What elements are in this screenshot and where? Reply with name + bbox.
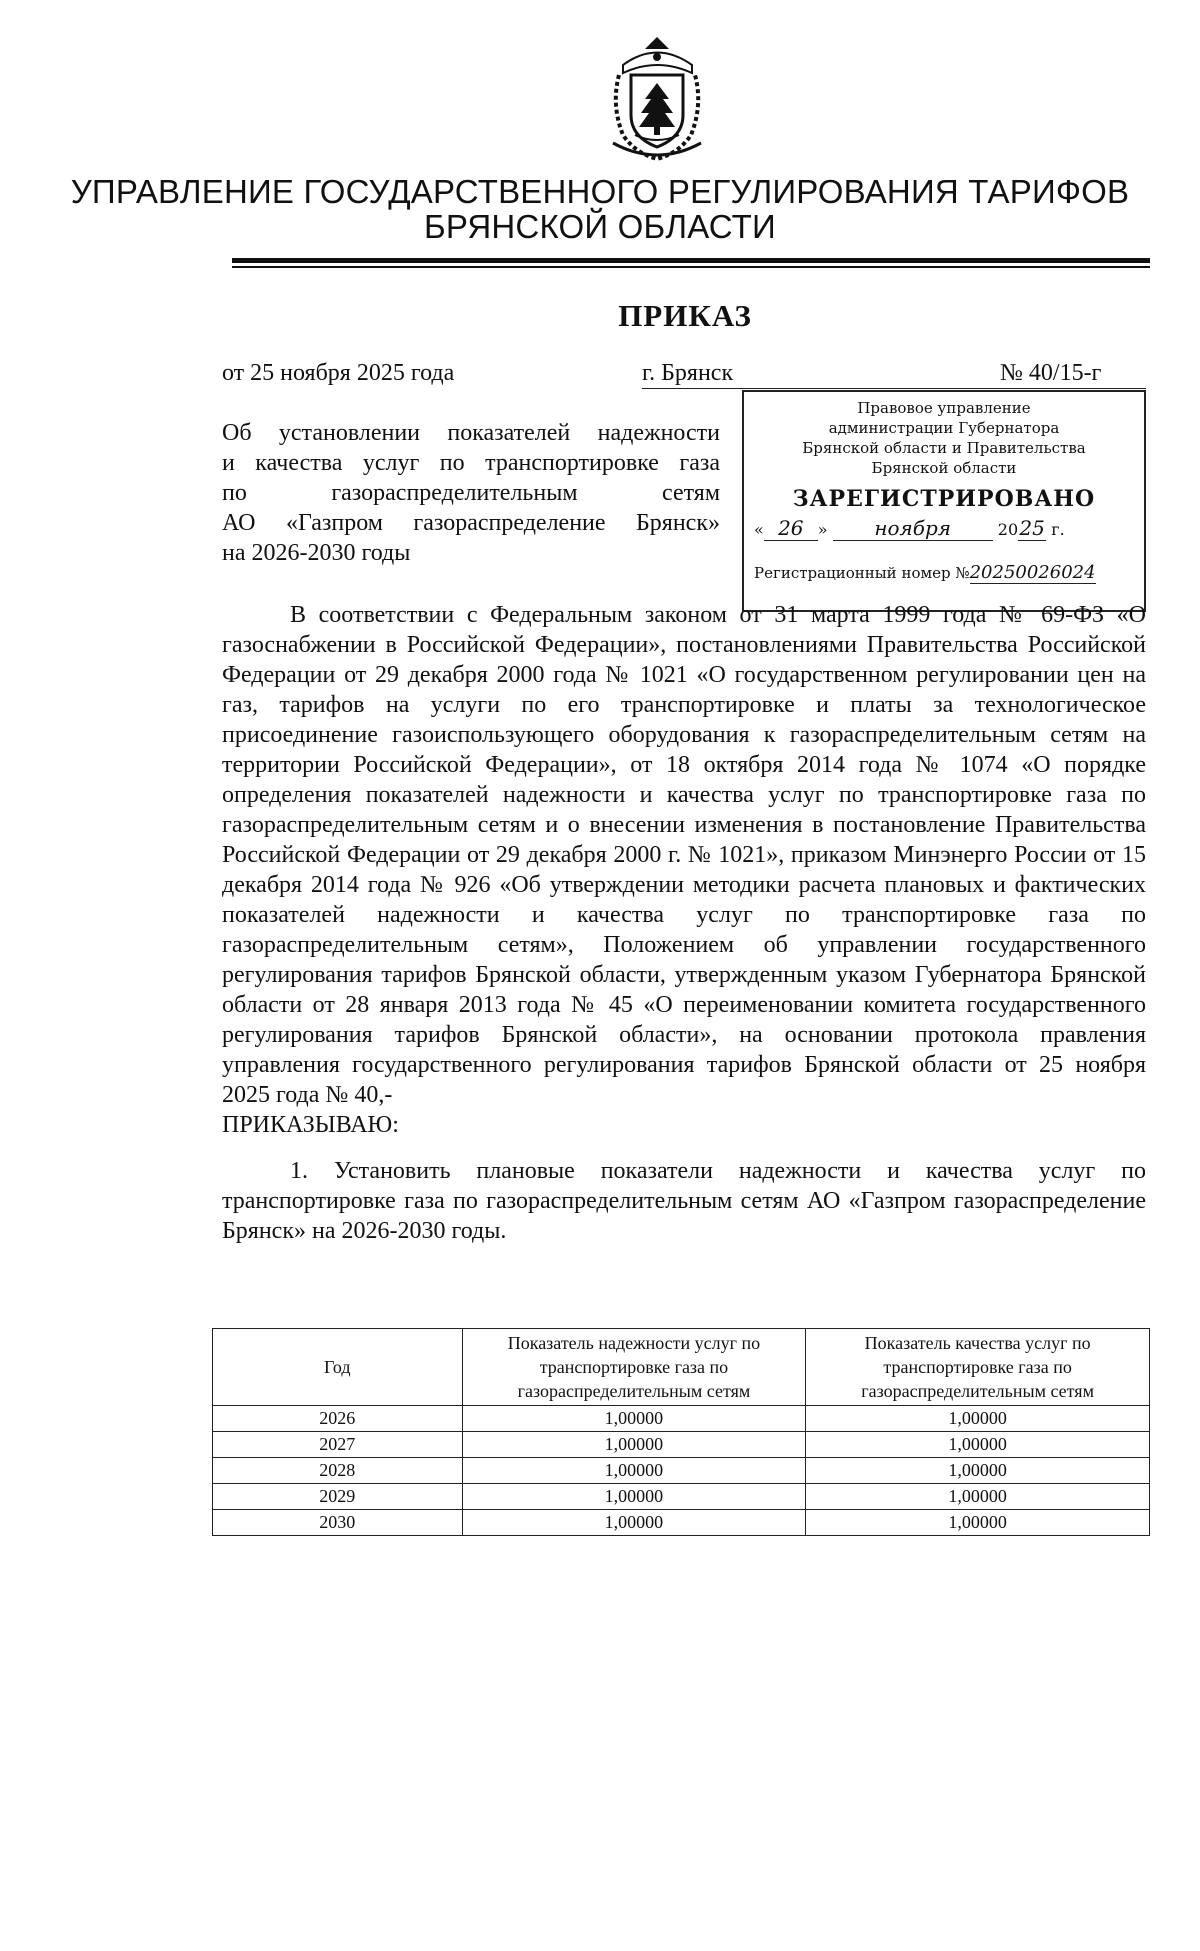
cell-quality: 1,00000 — [806, 1510, 1150, 1536]
table-header-row — [213, 1329, 1150, 1406]
cell-quality: 1,00000 — [806, 1484, 1150, 1510]
doc-city: г. Брянск — [642, 360, 734, 386]
stamp-line: Брянской области и Правительства — [802, 439, 1086, 457]
doc-number: № 40/15-г — [1000, 360, 1102, 386]
doc-title: ПРИКАЗ — [618, 298, 752, 333]
doc-subject — [222, 418, 720, 568]
col-header-reliability: Показатель надежности услуг по транспортировке газа по газораспределительным сетям — [462, 1329, 806, 1406]
table-row — [213, 1432, 1150, 1458]
table-row — [213, 1484, 1150, 1510]
stamp-year-prefix: 20 — [997, 520, 1019, 539]
stamp-reg-row — [754, 562, 1144, 584]
doc-date: от 25 ноября 2025 года — [222, 360, 455, 386]
doc-body — [222, 600, 1146, 1246]
city-underline — [642, 388, 1146, 389]
stamp-line: Правовое управление — [857, 399, 1031, 417]
table-row — [213, 1458, 1150, 1484]
stamp-year-suffix: 25 — [1019, 516, 1045, 540]
cell-year: 2030 — [213, 1510, 463, 1536]
org-name-line1: УПРАВЛЕНИЕ ГОСУДАРСТВЕННОГО РЕГУЛИРОВАНИЯ ТАРИФОВ — [70, 173, 1130, 210]
stamp-date-row: « 26 » ноября 2025 г. — [754, 516, 1065, 540]
stamp-line: Брянской области — [871, 459, 1017, 477]
cell-quality: 1,00000 — [806, 1406, 1150, 1432]
org-name-line2: БРЯНСКОЙ ОБЛАСТИ — [424, 208, 776, 245]
table-row — [213, 1510, 1150, 1536]
cell-reliability: 1,00000 — [462, 1458, 806, 1484]
subject-line: Об установлении показателей надежности — [222, 420, 720, 446]
header-rule-thick — [232, 258, 1150, 263]
coat-of-arms-icon — [605, 35, 710, 163]
table-row — [213, 1406, 1150, 1432]
registration-stamp — [742, 390, 1146, 612]
subject-line: и качества услуг по транспортировке газа — [222, 450, 720, 476]
cell-reliability: 1,00000 — [462, 1432, 806, 1458]
indicators-table — [212, 1328, 1150, 1536]
cell-reliability: 1,00000 — [462, 1406, 806, 1432]
stamp-day: 26 — [764, 516, 818, 541]
stamp-line: администрации Губернатора — [828, 419, 1060, 437]
header-rule-thin — [232, 266, 1150, 268]
cell-year: 2026 — [213, 1406, 463, 1432]
stamp-year-end: г. — [1051, 520, 1065, 539]
stamp-month: ноября — [833, 516, 993, 541]
cell-quality: 1,00000 — [806, 1458, 1150, 1484]
stamp-reg-label: Регистрационный номер № — [754, 564, 970, 582]
col-header-quality: Показатель качества услуг по транспортировке газа по газораспределительным сетям — [806, 1329, 1150, 1406]
order-word: ПРИКАЗЫВАЮ: — [222, 1112, 399, 1138]
cell-quality: 1,00000 — [806, 1432, 1150, 1458]
subject-line: по газораспределительным сетям — [222, 480, 720, 506]
preamble-paragraph: В соответствии с Федеральным законом от 31 марта 1999 года № 69-ФЗ «О газоснабжении в Российской Федерации», постановлениями Правительства Российской Федерации от 29 декабря 2000 года № 1021 «О государственном регулировании цен на газ, тарифов на услуги по его транспортировке и платы за технологическое присоединение газоиспользующего оборудования к газораспределительным сетям на территории Российской Федерации», от 18 октября 2014 года № 1074 «О порядке определения показателей надежности и качества услуг по транспортировке газа по газораспределительным сетям и о внесении изменения в постановление Правительства Российской Федерации от 29 декабря 2000 г. № 1021», приказом Минэнерго России от 15 декабря 2014 года № 926 «Об утверждении методики расчета плановых и фактических показателей надежности и качества услуг по транспортировке газа по газораспределительным сетям», Положением об управлении государственного регулирования тарифов Брянской области, утвержденным указом Губернатора Брянской области от 28 января 2013 года № 45 «О переименовании комитета государственного регулирования тарифов Брянской области», на основании протокола правления управления государственного регулирования тарифов Брянской области от 25 ноября 2025 года № 40,- — [222, 602, 1146, 1108]
item-1-paragraph: 1. Установить плановые показатели надежности и качества услуг по транспортировке газа по газораспределительным сетям АО «Газпром газораспределение Брянск» на 2026-2030 годы. — [222, 1158, 1146, 1244]
cell-year: 2029 — [213, 1484, 463, 1510]
subject-line: на 2026-2030 годы — [222, 540, 411, 566]
stamp-reg-number: 20250026024 — [969, 562, 1096, 583]
subject-line: АО «Газпром газораспределение Брянск» — [222, 510, 720, 536]
stamp-registered: ЗАРЕГИСТРИРОВАНО — [792, 486, 1096, 512]
cell-year: 2028 — [213, 1458, 463, 1484]
cell-reliability: 1,00000 — [462, 1510, 806, 1536]
col-header-year: Год — [213, 1329, 463, 1406]
cell-reliability: 1,00000 — [462, 1484, 806, 1510]
cell-year: 2027 — [213, 1432, 463, 1458]
